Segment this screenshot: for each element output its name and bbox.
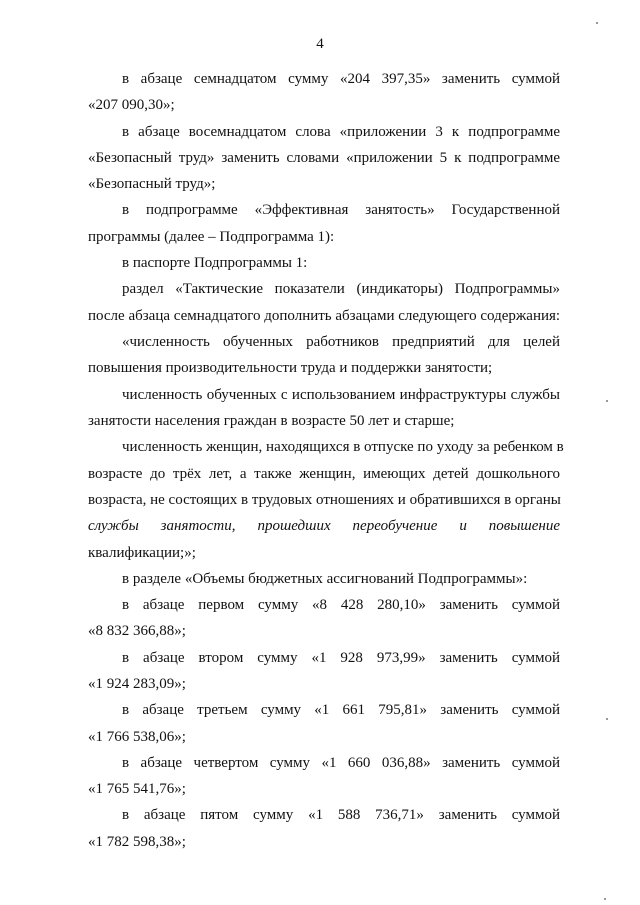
text-line: в абзаце втором сумму «1 928 973,99» заменить суммой: [122, 650, 560, 666]
text-line: «численность обученных работников предприятий для целей: [122, 334, 560, 350]
text-line: в абзаце восемнадцатом слова «приложении 3 к подпрограмме: [122, 124, 560, 140]
text-line: «8 832 366,88»;: [88, 623, 186, 639]
text-line: квалификации;»;: [88, 545, 196, 561]
text-line: «1 765 541,76»;: [88, 781, 186, 797]
text-line: «Безопасный труд»;: [88, 176, 216, 192]
text-line: в паспорте Подпрограммы 1:: [122, 255, 308, 271]
text-line: раздел «Тактические показатели (индикаторы) Подпрограммы»: [122, 281, 560, 297]
text-line: службы занятости, прошедших переобучение и повышение: [88, 518, 560, 534]
text-line: численность обученных с использованием инфраструктуры службы: [122, 387, 560, 403]
text-line: «207 090,30»;: [88, 97, 175, 113]
text-line: «1 766 538,06»;: [88, 729, 186, 745]
text-line: «1 924 283,09»;: [88, 676, 186, 692]
text-line: в абзаце третьем сумму «1 661 795,81» заменить суммой: [122, 702, 560, 718]
page-number: 4: [316, 36, 324, 52]
text-line: повышения производительности труда и поддержки занятости;: [88, 360, 493, 376]
text-line: «1 782 598,38»;: [88, 834, 186, 850]
scan-speck: [604, 898, 606, 900]
scan-speck: [606, 718, 608, 720]
text-line: «Безопасный труд» заменить словами «приложении 5 к подпрограмме: [88, 150, 560, 166]
text-line: возраста, не состоящих в трудовых отношениях и обратившихся в органы: [88, 492, 561, 508]
text-line: численность женщин, находящихся в отпуске по уходу за ребенком в: [122, 439, 564, 455]
text-line: занятости населения граждан в возрасте 50 лет и старше;: [88, 413, 455, 429]
text-line: в абзаце первом сумму «8 428 280,10» заменить суммой: [122, 597, 560, 613]
text-line: в абзаце семнадцатом сумму «204 397,35» заменить суммой: [122, 71, 560, 87]
text-line: после абзаца семнадцатого дополнить абзацами следующего содержания:: [88, 308, 561, 324]
scan-speck: [596, 22, 598, 24]
scan-speck: [606, 400, 608, 402]
text-line: в абзаце пятом сумму «1 588 736,71» заменить суммой: [122, 807, 560, 823]
text-line: возрасте до трёх лет, а также женщин, имеющих детей дошкольного: [88, 466, 560, 482]
text-line: программы (далее – Подпрограмма 1):: [88, 229, 335, 245]
text-line: в разделе «Объемы бюджетных ассигнований Подпрограммы»:: [122, 571, 528, 587]
text-line: в абзаце четвертом сумму «1 660 036,88» заменить суммой: [122, 755, 560, 771]
text-line: в подпрограмме «Эффективная занятость» Государственной: [122, 202, 560, 218]
